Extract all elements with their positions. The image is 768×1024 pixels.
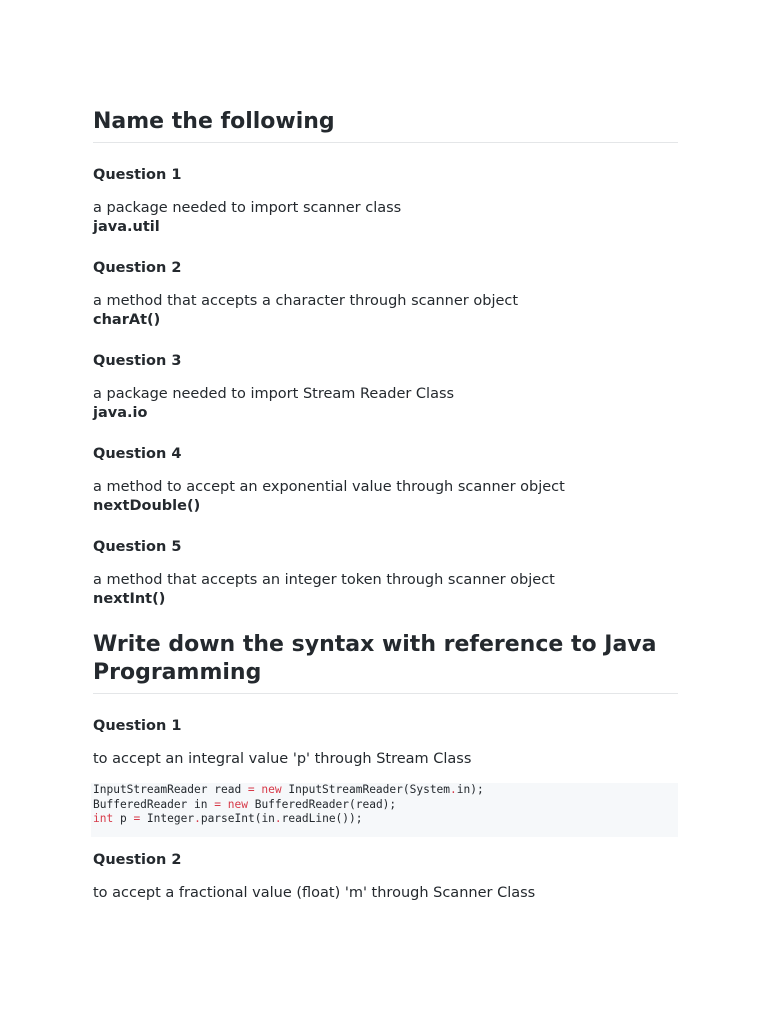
question-text: a method to accept an exponential value through scanner object [93, 479, 565, 495]
question-answer: charAt() [93, 312, 161, 328]
code-token: readLine()); [281, 812, 363, 825]
question-label: Question 2 [93, 851, 182, 868]
code-line [93, 798, 396, 811]
code-token: p [113, 812, 134, 825]
question-label: Question 1 [93, 718, 182, 734]
question-block [93, 538, 678, 609]
document-page [91, 108, 678, 903]
code-token: BufferedReader in [93, 797, 215, 811]
question-text: a package needed to import Stream Reader Class [93, 386, 455, 402]
code-line [93, 783, 484, 796]
question-answer: java.io [93, 405, 148, 421]
code-operator: . [450, 783, 457, 796]
question-block [93, 259, 678, 330]
question-block [93, 445, 678, 516]
code-keyword: new [227, 797, 248, 811]
question-text: to accept a fractional value (float) 'm' through Scanner Class [93, 884, 536, 901]
code-keyword: new [261, 783, 282, 796]
code-operator: . [194, 812, 201, 825]
code-operator: = [133, 812, 141, 825]
question-label: Question 2 [93, 260, 182, 276]
code-block [91, 783, 678, 837]
code-token: Integer [140, 812, 195, 825]
code-operator: = [214, 797, 221, 811]
question-answer: nextDouble() [93, 498, 201, 514]
code-operator: . [274, 812, 282, 825]
question-block [93, 352, 678, 423]
section-title-name-the-following: Name the following [93, 108, 678, 143]
code-token: InputStreamReader(System [281, 783, 451, 796]
code-token: InputStreamReader read [93, 783, 248, 796]
code-token [221, 798, 228, 811]
question-answer: nextInt() [93, 591, 166, 607]
section-title-syntax: Write down the syntax with reference to Java Programming [93, 631, 678, 694]
question-block [93, 717, 678, 769]
question-text: a method that accepts an integer token through scanner object [93, 572, 555, 588]
question-block [93, 851, 678, 903]
question-label: Question 4 [93, 446, 182, 462]
code-token: in); [456, 783, 484, 796]
code-token: BufferedReader(read); [247, 797, 397, 811]
question-answer: java.util [93, 219, 160, 235]
question-label: Question 3 [93, 353, 182, 369]
question-label: Question 1 [93, 167, 182, 183]
question-text: a package needed to import scanner class [93, 200, 402, 216]
question-text: to accept an integral value 'p' through Stream Class [93, 751, 472, 767]
code-operator: = [247, 783, 255, 796]
code-keyword: int [93, 812, 114, 825]
question-text: a method that accepts a character through scanner object [93, 293, 519, 309]
code-token: parseInt(in [200, 812, 275, 825]
question-block [93, 166, 678, 237]
question-label: Question 5 [93, 539, 182, 555]
code-line [93, 812, 363, 825]
